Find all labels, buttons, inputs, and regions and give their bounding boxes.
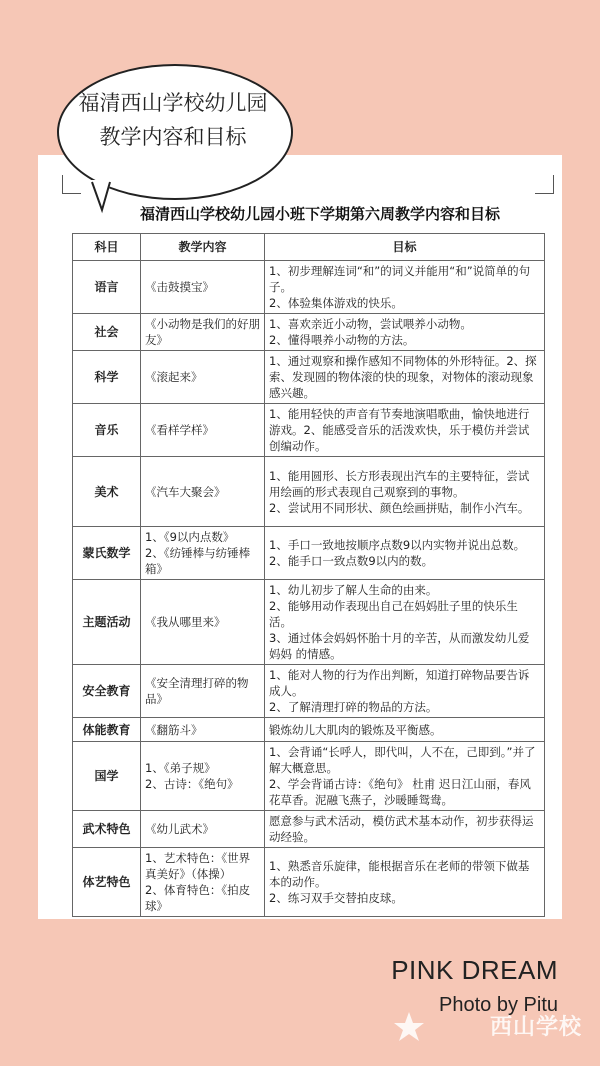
goal-line: 1、能用圆形、长方形表现出汽车的主要特征，尝试用绘画的形式表现自己观察到的事物。 xyxy=(269,468,530,499)
crop-mark-top-right xyxy=(535,175,554,194)
content-line: 1、艺术特色：《世界真美好》（体操） xyxy=(145,851,251,881)
content-line: 《幼儿武术》 xyxy=(145,822,214,836)
goal-cell xyxy=(265,314,545,351)
subject-cell: 主题活动 xyxy=(73,580,141,665)
content-line: 《滚起来》 xyxy=(145,370,203,384)
goal-line: 1、通过观察和操作感知不同物体的外形特征。2、探索、发现圆的物体滚的快的现象，对物体的滚动现象感兴趣。 xyxy=(269,354,537,400)
goal-line: 2、练习双手交替拍皮球。 xyxy=(269,891,403,905)
subject-cell: 体能教育 xyxy=(73,718,141,742)
goal-line: 愿意参与武术活动，模仿武术基本动作，初步获得运动经验。 xyxy=(269,814,534,844)
content-cell xyxy=(141,848,265,917)
watermark-logo: 西山学校 xyxy=(489,1015,582,1040)
goal-cell xyxy=(265,742,545,811)
subject-cell: 科学 xyxy=(73,351,141,404)
goal-cell xyxy=(265,811,545,848)
goal-cell xyxy=(265,261,545,314)
goal-line: 锻炼幼儿大肌肉的锻炼及平衡感。 xyxy=(269,722,442,737)
curriculum-table xyxy=(72,233,545,917)
content-line: 1、《9以内点数》 xyxy=(145,530,235,544)
content-line: 2、古诗：《绝句》 xyxy=(145,777,239,791)
table-row xyxy=(73,314,545,351)
goal-line: 3、通过体会妈妈怀胎十月的辛苦，从而激发幼儿爱妈妈 的情感。 xyxy=(269,631,530,661)
content-line: 2、《纺锤棒与纺锤棒箱》 xyxy=(145,546,251,576)
subject-cell: 美术 xyxy=(73,457,141,527)
table-row xyxy=(73,742,545,811)
goal-line: 2、懂得喂养小动物的方法。 xyxy=(269,333,415,347)
subject-cell: 武术特色 xyxy=(73,811,141,848)
table-header-row xyxy=(73,234,545,261)
goal-cell xyxy=(265,718,545,742)
table-row xyxy=(73,848,545,917)
content-line: 《安全清理打碎的物品》 xyxy=(145,676,249,706)
content-line: 《我从哪里来》 xyxy=(145,615,226,629)
content-line: 《翻筋斗》 xyxy=(145,722,203,737)
content-line: 《汽车大聚会》 xyxy=(145,484,226,499)
goal-cell xyxy=(265,404,545,457)
goal-line: 1、熟悉音乐旋律，能根据音乐在老师的带领下做基本的动作。 xyxy=(269,859,530,889)
content-cell xyxy=(141,811,265,848)
content-line: 《看样学样》 xyxy=(145,423,214,437)
table-row xyxy=(73,404,545,457)
table-row xyxy=(73,580,545,665)
subject-cell: 音乐 xyxy=(73,404,141,457)
table-row xyxy=(73,457,545,527)
content-cell xyxy=(141,718,265,742)
subject-cell: 语言 xyxy=(73,261,141,314)
content-cell xyxy=(141,314,265,351)
content-line: 《击鼓摸宝》 xyxy=(145,280,214,294)
goal-cell xyxy=(265,457,545,527)
subject-cell: 国学 xyxy=(73,742,141,811)
goal-cell xyxy=(265,848,545,917)
content-line: 1、《弟子规》 xyxy=(145,761,216,775)
footer-title: PINK DREAM xyxy=(391,955,558,985)
content-cell xyxy=(141,261,265,314)
photo-credit: Photo by Pitu xyxy=(439,994,558,1016)
table-row xyxy=(73,527,545,580)
goal-line: 2、学会背诵古诗：《绝句》 杜甫 迟日江山丽，春风花草香。泥融飞燕子，沙暖睡鸳鸯。 xyxy=(269,777,531,807)
content-cell xyxy=(141,665,265,718)
content-cell xyxy=(141,742,265,811)
goal-line: 2、能手口一致点数9以内的数。 xyxy=(269,554,434,568)
goal-line: 1、初步理解连词“和”的词义并能用“和”说简单的句子。 xyxy=(269,264,531,294)
goal-cell xyxy=(265,527,545,580)
bubble-caption xyxy=(57,86,289,154)
subject-cell: 社会 xyxy=(73,314,141,351)
bubble-line-1: 福清西山学校幼儿园 xyxy=(78,91,268,115)
goal-line: 2、了解清理打碎的物品的方法。 xyxy=(269,700,438,714)
header-subject: 科目 xyxy=(73,234,141,261)
goal-line: 1、手口一致地按顺序点数9以内实物并说出总数。 xyxy=(269,538,526,552)
goal-line: 2、体验集体游戏的快乐。 xyxy=(269,296,403,310)
crop-mark-top-left xyxy=(62,175,81,194)
watermark-star-icon xyxy=(392,1010,426,1044)
content-cell xyxy=(141,527,265,580)
header-goal: 目标 xyxy=(265,234,545,261)
goal-cell xyxy=(265,665,545,718)
goal-line: 1、能对人物的行为作出判断，知道打碎物品要告诉成人。 xyxy=(269,668,530,698)
goal-cell xyxy=(265,580,545,665)
goal-cell xyxy=(265,351,545,404)
subject-cell: 蒙氏数学 xyxy=(73,527,141,580)
goal-line: 2、尝试用不同形状、颜色绘画拼贴，制作小汽车。 xyxy=(269,500,530,515)
content-cell xyxy=(141,404,265,457)
goal-line: 1、喜欢亲近小动物，尝试喂养小动物。 xyxy=(269,317,472,331)
table-row xyxy=(73,665,545,718)
goal-line: 1、会背诵“长呼人，即代叫，人不在，己即到。”并了解大概意思。 xyxy=(269,745,536,775)
goal-line: 1、能用轻快的声音有节奏地演唱歌曲，愉快地进行游戏。2、能感受音乐的活泼欢快，乐于模仿并尝试创编动作。 xyxy=(269,407,530,453)
content-cell xyxy=(141,580,265,665)
content-line: 《小动物是我们的好朋友》 xyxy=(145,317,260,347)
table-row xyxy=(73,261,545,314)
subject-cell: 安全教育 xyxy=(73,665,141,718)
goal-line: 1、幼儿初步了解人生命的由来。 xyxy=(269,583,438,597)
header-content: 教学内容 xyxy=(141,234,265,261)
content-cell xyxy=(141,351,265,404)
table-row xyxy=(73,718,545,742)
table-row xyxy=(73,811,545,848)
speech-bubble-tail xyxy=(88,180,118,214)
table-body xyxy=(73,261,545,917)
document-title: 福清西山学校幼儿园小班下学期第六周教学内容和目标 xyxy=(139,205,500,223)
table-row xyxy=(73,351,545,404)
content-cell xyxy=(141,457,265,527)
goal-line: 2、能够用动作表现出自己在妈妈肚子里的快乐生活。 xyxy=(269,599,518,629)
subject-cell: 体艺特色 xyxy=(73,848,141,917)
content-line: 2、体育特色：《拍皮球》 xyxy=(145,883,251,913)
bubble-line-2: 教学内容和目标 xyxy=(99,125,247,149)
